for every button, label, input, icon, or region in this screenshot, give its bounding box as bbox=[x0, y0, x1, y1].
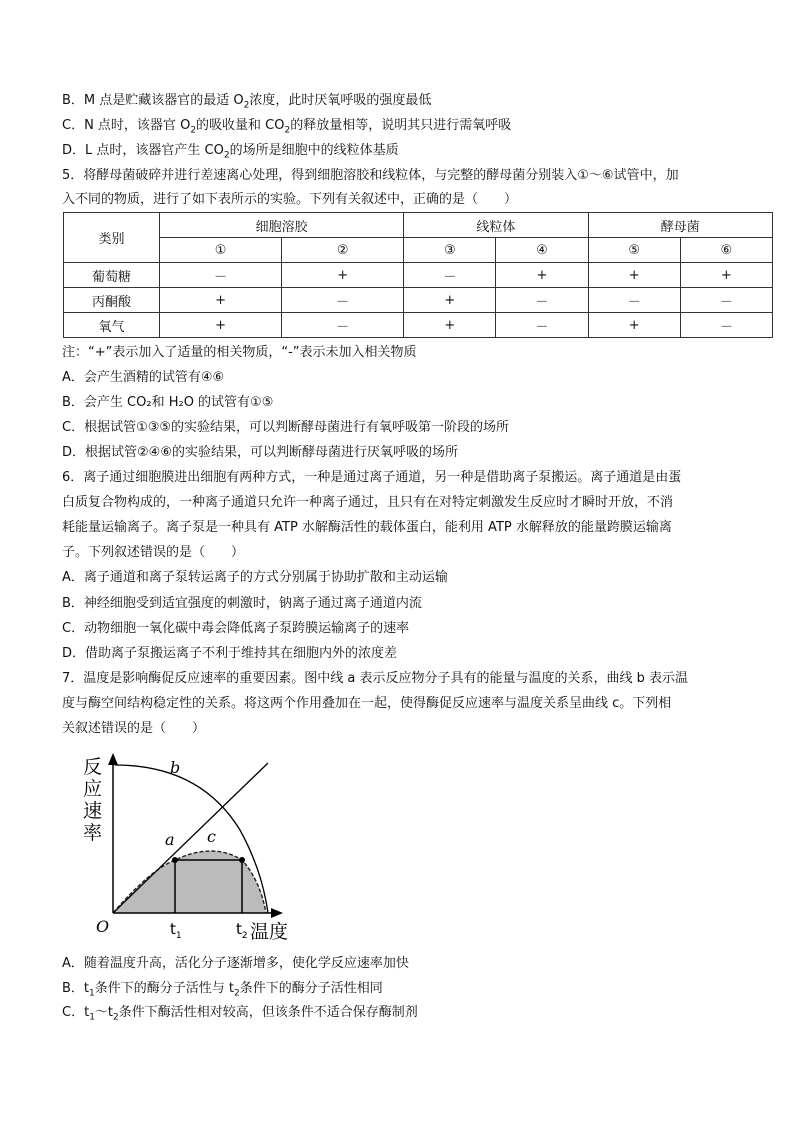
q5-option-a: A．会产生酒精的试管有④⑥ bbox=[62, 370, 225, 385]
q6-option-b: B．神经细胞受到适宜强度的刺激时，钠离子通过离子通道内流 bbox=[62, 596, 422, 611]
tube-header: ③ bbox=[404, 238, 496, 263]
group-header: 酵母菌 bbox=[588, 213, 772, 238]
y-label-char: 应 bbox=[83, 778, 103, 800]
table-corner: 类别 bbox=[64, 213, 160, 263]
y-label-char: 率 bbox=[83, 822, 103, 844]
table-cell: + bbox=[404, 313, 496, 338]
q6-stem: 子。下列叙述错误的是（ ） bbox=[62, 545, 245, 560]
table-cell: － bbox=[282, 288, 404, 313]
table-cell: + bbox=[588, 313, 680, 338]
q5-stem: 入不同的物质，进行了如下表所示的实验。下列有关叙述中，正确的是（ ） bbox=[62, 192, 518, 207]
table-cell: + bbox=[588, 263, 680, 288]
q6-option-d: D．借助离子泵搬运离子不利于维持其在细胞内外的浓度差 bbox=[62, 646, 398, 661]
t2-point bbox=[239, 857, 245, 863]
table-cell: － bbox=[496, 288, 588, 313]
curve-a-label: a bbox=[165, 830, 175, 849]
option-b-q4: B．M 点是贮藏该器官的最适 $O_2$浓度，此时厌氧呼吸的强度最低 bbox=[62, 93, 432, 111]
table-cell: + bbox=[282, 263, 404, 288]
tube-header: ⑤ bbox=[588, 238, 680, 263]
y-label-char: 反 bbox=[83, 756, 103, 778]
q6-stem: 耗能量运输离子。离子泵是一种具有 ATP 水解酶活性的载体蛋白，能利用 ATP 水解释放的能量跨膜运输离 bbox=[62, 520, 672, 535]
t2-label: $t_2$ bbox=[236, 920, 248, 941]
tube-header: ① bbox=[160, 238, 282, 263]
tube-header: ② bbox=[282, 238, 404, 263]
table-cell: + bbox=[160, 288, 282, 313]
q5-option-b: B．会产生 CO₂和 H₂O 的试管有①⑤ bbox=[62, 395, 274, 410]
table-note: 注：“+”表示加入了适量的相关物质，“-”表示未加入相关物质 bbox=[62, 345, 417, 360]
option-d-q4: D．L 点时，该器官产生 $CO_2$的场所是细胞中的线粒体基质 bbox=[62, 143, 399, 161]
row-label: 葡萄糖 bbox=[64, 263, 160, 288]
q5-option-c: C．根据试管①③⑤的实验结果，可以判断酵母菌进行有氧呼吸第一阶段的场所 bbox=[62, 420, 510, 435]
y-arrow bbox=[108, 753, 118, 765]
t1-point bbox=[172, 857, 178, 863]
y-label-char: 速 bbox=[83, 800, 103, 822]
q7-stem: 7．温度是影响酶促反应速率的重要因素。图中线 a 表示反应物分子具有的能量与温度的关系，曲线 b 表示温 bbox=[62, 671, 689, 686]
row-label: 丙酮酸 bbox=[64, 288, 160, 313]
experiment-table bbox=[63, 212, 773, 338]
row-label: 氧气 bbox=[64, 313, 160, 338]
t1-label: $t_1$ bbox=[170, 920, 182, 941]
tube-header: ④ bbox=[496, 238, 588, 263]
enzyme-rate-figure bbox=[60, 750, 310, 950]
tube-header: ⑥ bbox=[680, 238, 772, 263]
q7-stem: 关叙述错误的是（ ） bbox=[62, 721, 206, 736]
table-cell: + bbox=[680, 263, 772, 288]
table-cell: － bbox=[588, 288, 680, 313]
curve-c-label: c bbox=[207, 827, 216, 846]
q6-option-a: A．离子通道和离子泵转运离子的方式分别属于协助扩散和主动运输 bbox=[62, 570, 448, 585]
table-cell: － bbox=[160, 263, 282, 288]
q5-stem: 5．将酵母菌破碎并进行差速离心处理，得到细胞溶胶和线粒体，与完整的酵母菌分别装入①～⑥试管中，加 bbox=[62, 168, 679, 183]
q7-option-a: A．随着温度升高，活化分子逐渐增多，使化学反应速率加快 bbox=[62, 956, 409, 971]
table-row bbox=[64, 288, 773, 313]
table-cell: － bbox=[282, 313, 404, 338]
table-cell: + bbox=[404, 288, 496, 313]
x-label: 温度 bbox=[250, 921, 289, 943]
origin-label: O bbox=[96, 917, 110, 936]
q7-stem: 度与酶空间结构稳定性的关系。将这两个作用叠加在一起，使得酶促反应速率与温度关系呈曲线 c。下列相 bbox=[62, 696, 672, 711]
q5-option-d: D．根据试管②④⑥的实验结果，可以判断酵母菌进行厌氧呼吸的场所 bbox=[62, 445, 458, 460]
option-c-q4: C．N 点时，该器官 $O_2$的吸收量和 $CO_2$的释放量相等，说明其只进行需氧呼吸 bbox=[62, 118, 512, 136]
x-arrow bbox=[271, 908, 283, 918]
table-cell: － bbox=[496, 313, 588, 338]
table-row bbox=[64, 263, 773, 288]
q6-stem: 6．离子通过细胞膜进出细胞有两种方式，一种是通过离子通道，另一种是借助离子泵搬运。离子通道是由蛋 bbox=[62, 470, 682, 485]
table-cell: + bbox=[496, 263, 588, 288]
q7-option-b: B．$t_1$条件下的酶分子活性与 $t_2$条件下的酶分子活性相同 bbox=[62, 981, 383, 999]
table-cell: + bbox=[160, 313, 282, 338]
curve-b-label: b bbox=[170, 758, 181, 777]
table-row bbox=[64, 313, 773, 338]
table-cell: － bbox=[404, 263, 496, 288]
q6-option-c: C．动物细胞一氧化碳中毒会降低离子泵跨膜运输离子的速率 bbox=[62, 621, 410, 636]
group-header: 线粒体 bbox=[404, 213, 588, 238]
group-header: 细胞溶胶 bbox=[160, 213, 404, 238]
q7-option-c: C．$t_1\sim t_2$条件下酶活性相对较高，但该条件不适合保存酶制剂 bbox=[62, 1005, 418, 1023]
table-cell: － bbox=[680, 313, 772, 338]
q6-stem: 白质复合物构成的，一种离子通道只允许一种离子通过，且只有在对特定刺激发生反应时才瞬时开放，不消 bbox=[62, 495, 674, 510]
table-cell: － bbox=[680, 288, 772, 313]
